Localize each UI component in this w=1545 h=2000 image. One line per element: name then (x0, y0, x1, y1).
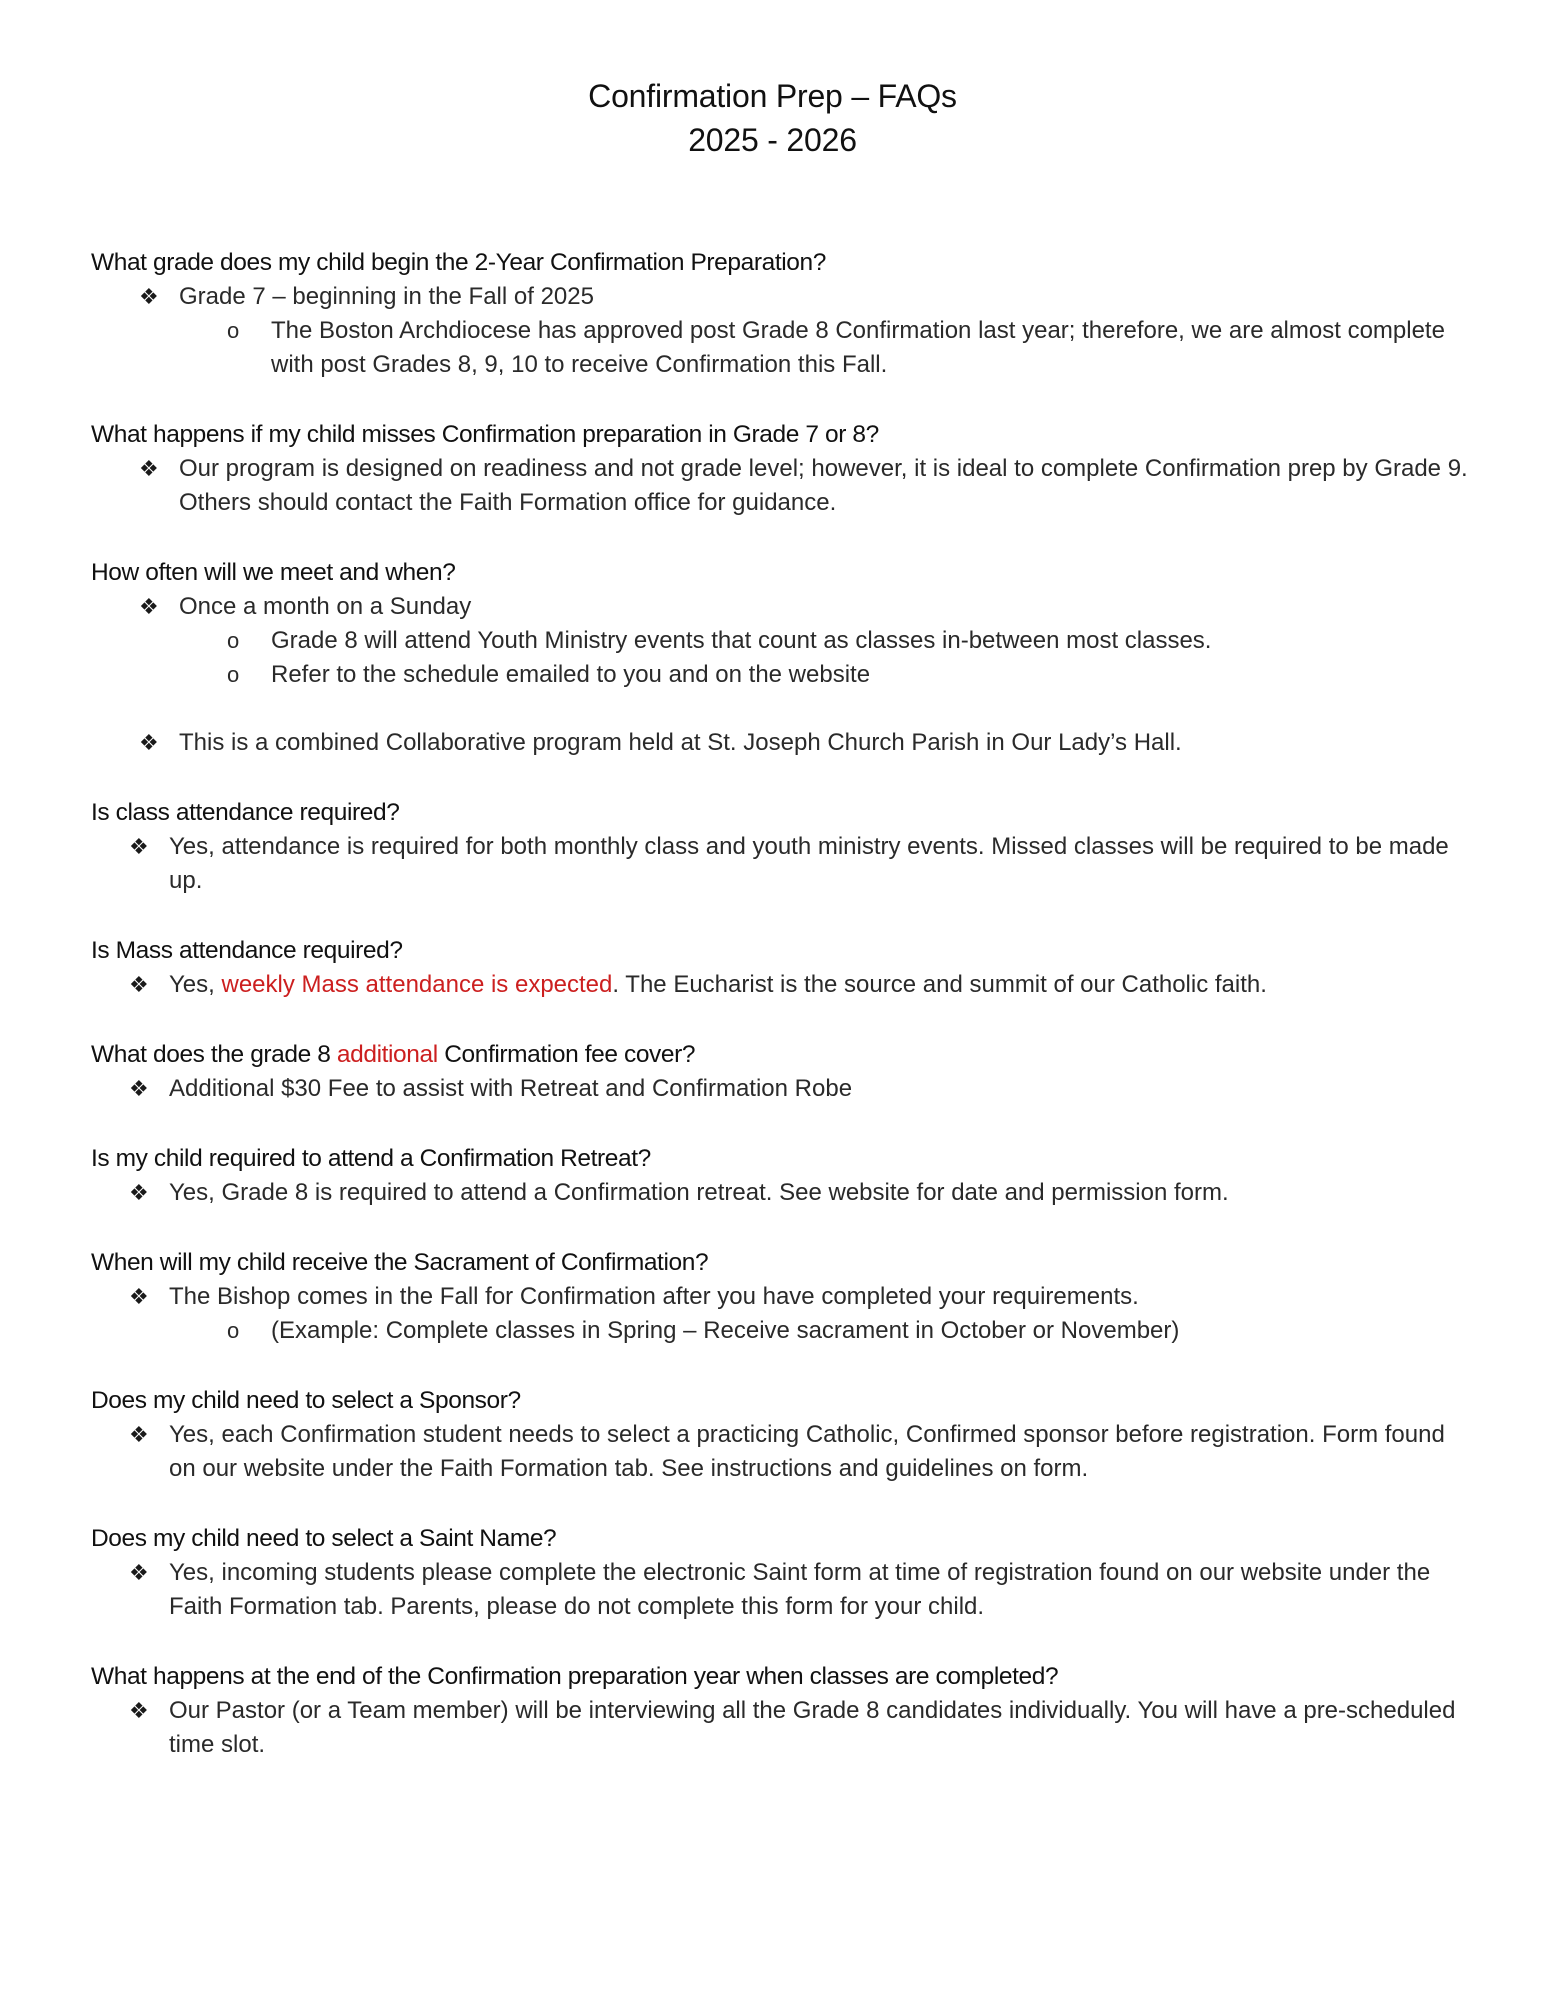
faq-bullet (91, 1556, 1471, 1624)
faq-sub-bullet-text: Refer to the schedule emailed to you and on the website (271, 661, 871, 688)
circle-bullet-icon: o (227, 1318, 240, 1343)
faq-item-end-of-year (91, 1660, 1471, 1762)
faq-sub-bullet (91, 658, 1471, 692)
faq-bullet-text: Yes, Grade 8 is required to attend a Confirmation retreat. See website for date and permission form. (169, 1179, 1229, 1206)
faq-list (91, 246, 1471, 1798)
faq-bullet (91, 452, 1471, 520)
faq-question-highlight: additional (336, 1041, 438, 1068)
circle-bullet-icon: o (227, 662, 240, 687)
title-line-2: 2025 - 2026 (688, 122, 857, 158)
faq-item-sacrament-timing (91, 1246, 1471, 1348)
faq-bullet-text: Once a month on a Sunday (179, 593, 472, 620)
circle-bullet-icon: o (227, 628, 240, 653)
diamond-bullet-icon: ❖ (129, 1698, 149, 1723)
faq-bullet-text: Yes, each Confirmation student needs to select a practicing Catholic, Confirmed sponsor before registration. Form found on our website under the Faith Formation tab. See instructions and guidelines on form. (169, 1421, 1445, 1482)
faq-question-pre: What does the grade 8 (91, 1041, 337, 1068)
faq-question: What happens if my child misses Confirmation preparation in Grade 7 or 8? (91, 421, 879, 448)
faq-bullet-text: Yes, incoming students please complete the electronic Saint form at time of registration found on our website under the Faith Formation tab. Parents, please do not complete this form for your child. (169, 1559, 1431, 1620)
diamond-bullet-icon: ❖ (129, 1076, 149, 1101)
diamond-bullet-icon: ❖ (129, 834, 149, 859)
faq-sub-bullet-text: Grade 8 will attend Youth Ministry events that count as classes in-between most classes. (271, 627, 1212, 654)
diamond-bullet-icon: ❖ (139, 594, 159, 619)
diamond-bullet-icon: ❖ (139, 284, 159, 309)
faq-question: Is my child required to attend a Confirmation Retreat? (91, 1145, 651, 1172)
faq-bullet-highlight: weekly Mass attendance is expected (221, 971, 613, 998)
faq-item-mass-attendance (91, 934, 1471, 1002)
faq-question: Does my child need to select a Saint Name? (91, 1525, 557, 1552)
faq-bullet (91, 1072, 1471, 1106)
faq-bullet (91, 968, 1471, 1002)
faq-bullet (91, 1280, 1471, 1314)
diamond-bullet-icon: ❖ (129, 1422, 149, 1447)
faq-sub-bullet (91, 1314, 1471, 1348)
faq-bullet-text: This is a combined Collaborative program held at St. Joseph Church Parish in Our Lady’s Hall. (179, 729, 1182, 756)
faq-bullet (91, 590, 1471, 624)
diamond-bullet-icon: ❖ (139, 730, 159, 755)
faq-bullet-text: Additional $30 Fee to assist with Retreat and Confirmation Robe (169, 1075, 853, 1102)
faq-question: Is class attendance required? (91, 799, 400, 826)
faq-item-retreat (91, 1142, 1471, 1210)
diamond-bullet-icon: ❖ (129, 1560, 149, 1585)
faq-bullet (91, 1176, 1471, 1210)
circle-bullet-icon: o (227, 318, 240, 343)
faq-bullet (91, 830, 1471, 898)
faq-question: What grade does my child begin the 2-Year Confirmation Preparation? (91, 249, 826, 276)
faq-sub-bullet (91, 624, 1471, 658)
faq-bullet (91, 1694, 1471, 1762)
faq-item-meeting-schedule (91, 556, 1471, 760)
faq-sub-bullet-text: (Example: Complete classes in Spring – Receive sacrament in October or November) (271, 1317, 1180, 1344)
faq-bullet-text: Our program is designed on readiness and not grade level; however, it is ideal to complete Confirmation prep by Grade 9. Others should contact the Faith Formation office for guidance. (179, 455, 1468, 516)
faq-question: Does my child need to select a Sponsor? (91, 1387, 521, 1414)
diamond-bullet-icon: ❖ (139, 456, 159, 481)
faq-bullet-text-post: . The Eucharist is the source and summit of our Catholic faith. (612, 971, 1267, 998)
faq-question: What happens at the end of the Confirmation preparation year when classes are completed? (91, 1663, 1059, 1690)
faq-item-class-attendance (91, 796, 1471, 898)
faq-question: How often will we meet and when? (91, 559, 456, 586)
faq-bullet-text-pre: Yes, (169, 971, 222, 998)
title-line-1: Confirmation Prep – FAQs (588, 78, 957, 114)
faq-bullet (91, 726, 1471, 760)
faq-item-fee (91, 1038, 1471, 1106)
faq-bullet-text: Yes, attendance is required for both monthly class and youth ministry events. Missed classes will be required to be made up. (169, 833, 1449, 894)
faq-sub-bullet-text: The Boston Archdiocese has approved post Grade 8 Confirmation last year; therefore, we are almost complete with post Grades 8, 9, 10 to receive Confirmation this Fall. (271, 317, 1445, 378)
faq-item-grade-begin (91, 246, 1471, 382)
faq-bullet (91, 280, 1471, 314)
faq-question: Is Mass attendance required? (91, 937, 403, 964)
faq-question: When will my child receive the Sacrament of Confirmation? (91, 1249, 709, 1276)
faq-bullet-text: Grade 7 – beginning in the Fall of 2025 (179, 283, 594, 310)
faq-sub-bullet (91, 314, 1471, 382)
faq-bullet-text: Our Pastor (or a Team member) will be interviewing all the Grade 8 candidates individually. You will have a pre-scheduled time slot. (169, 1697, 1456, 1758)
faq-bullet-text: The Bishop comes in the Fall for Confirmation after you have completed your requirements. (169, 1283, 1139, 1310)
faq-bullet (91, 1418, 1471, 1486)
spacer (91, 692, 1471, 726)
document-title (0, 74, 1545, 162)
diamond-bullet-icon: ❖ (129, 1284, 149, 1309)
diamond-bullet-icon: ❖ (129, 1180, 149, 1205)
faq-item-sponsor (91, 1384, 1471, 1486)
faq-item-saint-name (91, 1522, 1471, 1624)
diamond-bullet-icon: ❖ (129, 972, 149, 997)
faq-question (91, 1038, 1471, 1072)
faq-question-post: Confirmation fee cover? (437, 1041, 696, 1068)
faq-item-missed-prep (91, 418, 1471, 520)
